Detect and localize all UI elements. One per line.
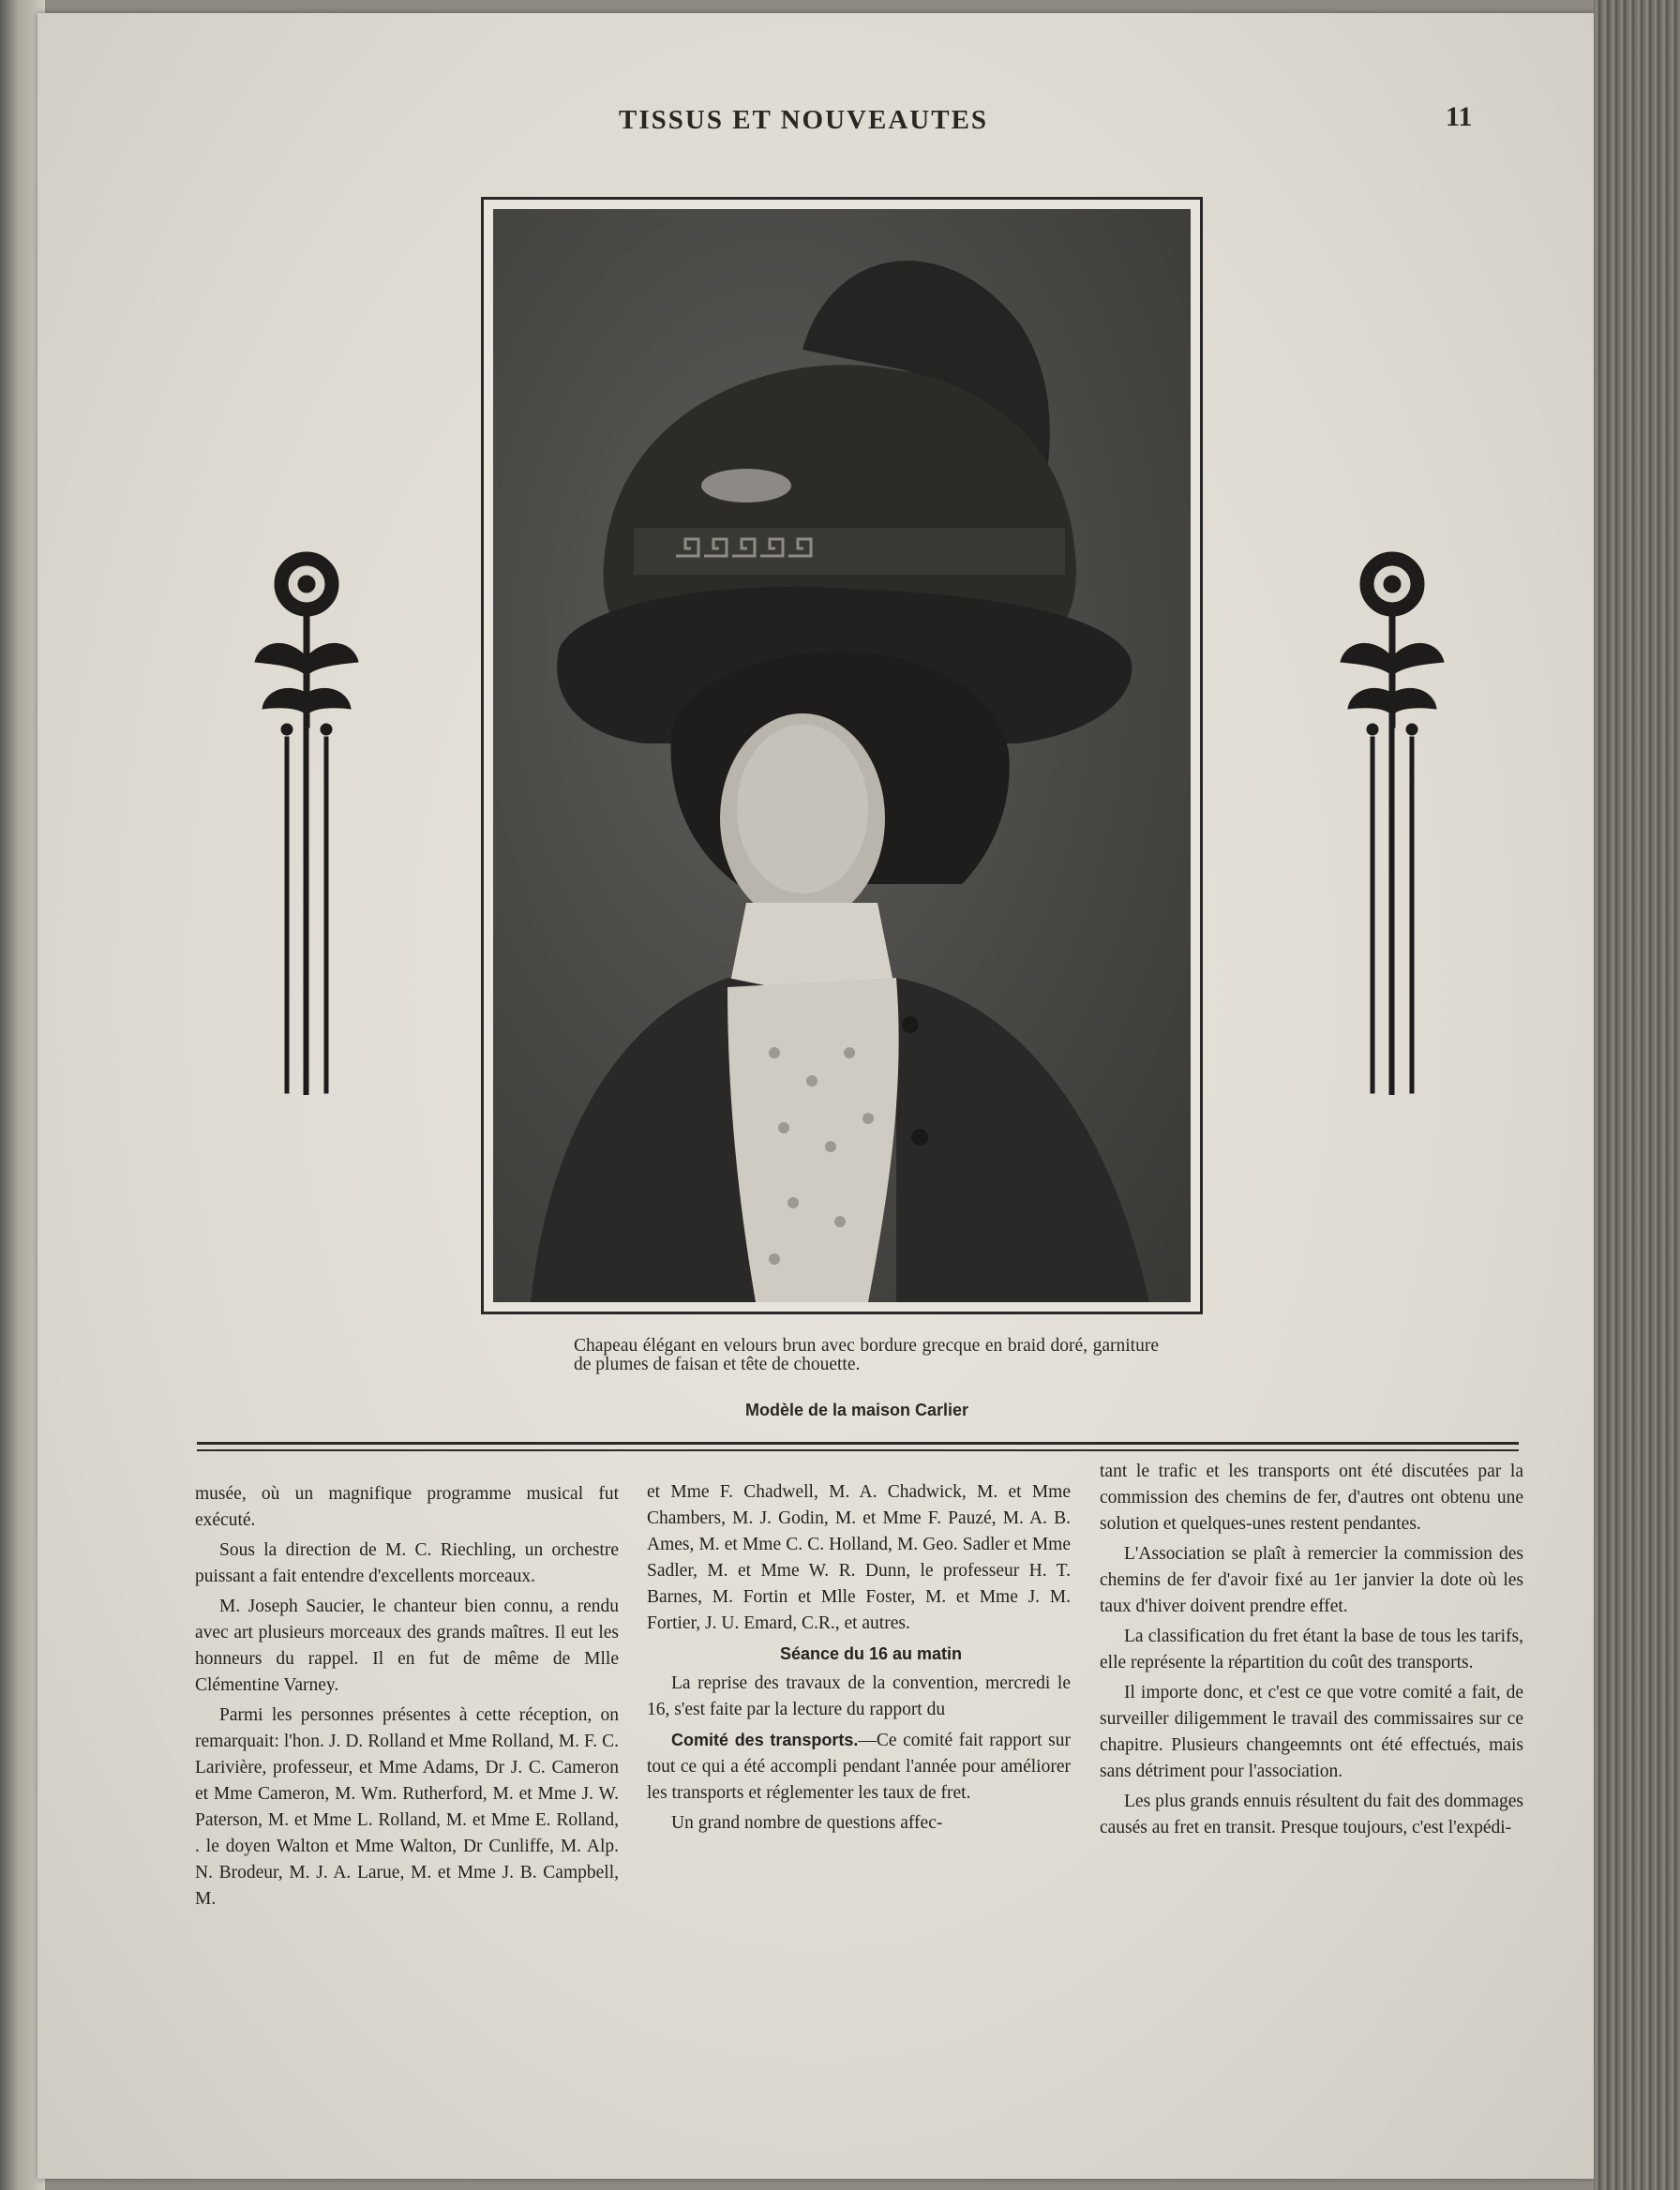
text-column-1 bbox=[195, 1481, 619, 1916]
paragraph bbox=[647, 1727, 1071, 1807]
figure-credit: Modèle de la maison Carlier bbox=[744, 1401, 969, 1419]
photo-frame bbox=[481, 197, 1203, 1314]
paragraph: M. Joseph Saucier, le chanteur bien connu, a rendu avec art plusieurs morceaux des grands maîtres. Il eut les honneurs du rappel. Il en fut de même de Mlle Clémentine Varney. bbox=[195, 1597, 619, 1695]
paragraph: Les plus grands ennuis résultent du fait des dommages causés au fret en transit. Presque toujours, c'est l'expédi- bbox=[1100, 1792, 1523, 1838]
portrait-illustration bbox=[493, 209, 1191, 1302]
paragraph: Parmi les personnes présentes à cette réception, on remarquait: l'hon. J. D. Rolland et Mme Rolland, M. F. C. Larivière, professeur, et Mme Adams, Dr J. C. Cameron et Mme Cameron, M. Wm. Rutherford, M. et Mme J. W. Paterson, M. et Mme L. Rolland, M. et Mme E. Rolland, . le doyen Walton et Mme Walton, Dr Cunliffe, M. Alp. N. Brodeur, M. J. A. Larue, M. et Mme J. B. Campbell, M. bbox=[195, 1705, 619, 1909]
rose-ornament-right bbox=[1331, 532, 1453, 1095]
paragraph: tant le trafic et les transports ont été discutées par la commission des chemins de fer, d'autres ont obtenu une solution et quelques-unes restent pendantes. bbox=[1100, 1462, 1523, 1534]
paragraph: La classification du fret étant la base de tous les tarifs, elle représente la répartition du coût des transports. bbox=[1100, 1627, 1523, 1672]
section-rule-bottom bbox=[197, 1449, 1519, 1451]
run-in-heading: Comité des transports. bbox=[671, 1731, 859, 1749]
page-number: 11 bbox=[1446, 101, 1473, 132]
paragraph: musée, où un magnifique programme musical fut exécuté. bbox=[195, 1484, 619, 1530]
text-column-2 bbox=[647, 1479, 1071, 1840]
paragraph: L'Association se plaît à remercier la commission des chemins de fer d'avoir fixé au 1er janvier la dote où les taux d'hiver doivent prendre effet. bbox=[1100, 1544, 1523, 1616]
portrait-photo bbox=[493, 209, 1191, 1302]
figure-caption: Chapeau élégant en velours brun avec bordure grecque en braid doré, garniture de plumes de faisan et tête de chouette. bbox=[574, 1336, 1159, 1374]
section-subheading: Séance du 16 au matin bbox=[779, 1644, 963, 1663]
paragraph-text: —Ce comité fait rapport sur tout ce qui a été accompli pendant l'année pour améliorer les transports et réglementer les taux de fret. bbox=[647, 1731, 1071, 1803]
paragraph: Sous la direction de M. C. Riechling, un orchestre puissant a fait entendre d'excellents morceaux. bbox=[195, 1540, 619, 1586]
paragraph: Il importe donc, et c'est ce que votre comité a fait, de surveiller diligemment le travail des commissaires sur ce chapitre. Plusieurs changeemnts ont été effectués, mais sans détriment pour l'association. bbox=[1100, 1683, 1523, 1781]
rose-ornament-left bbox=[246, 532, 368, 1095]
paragraph: Un grand nombre de questions affec- bbox=[671, 1813, 943, 1833]
paragraph: et Mme F. Chadwell, M. A. Chadwick, M. et Mme Chambers, M. J. Godin, M. et Mme F. Pauzé, M. A. B. Ames, M. et Mme C. C. Holland, M. Geo. Sadler et Mme Sadler, M. et Mme W. R. Dunn, le professeur H. T. Barnes, M. Fortin et Mlle Foster, M. et Mme J. M. Fortier, J. U. Emard, C.R., et autres. bbox=[647, 1482, 1071, 1633]
text-column-3 bbox=[1100, 1459, 1523, 1845]
running-title: TISSUS ET NOUVEAUTES bbox=[619, 105, 989, 135]
section-rule-top bbox=[197, 1442, 1519, 1445]
paragraph: La reprise des travaux de la convention, mercredi le 16, s'est faite par la lecture du rapport du bbox=[647, 1673, 1071, 1719]
book-edge bbox=[1594, 0, 1680, 2190]
